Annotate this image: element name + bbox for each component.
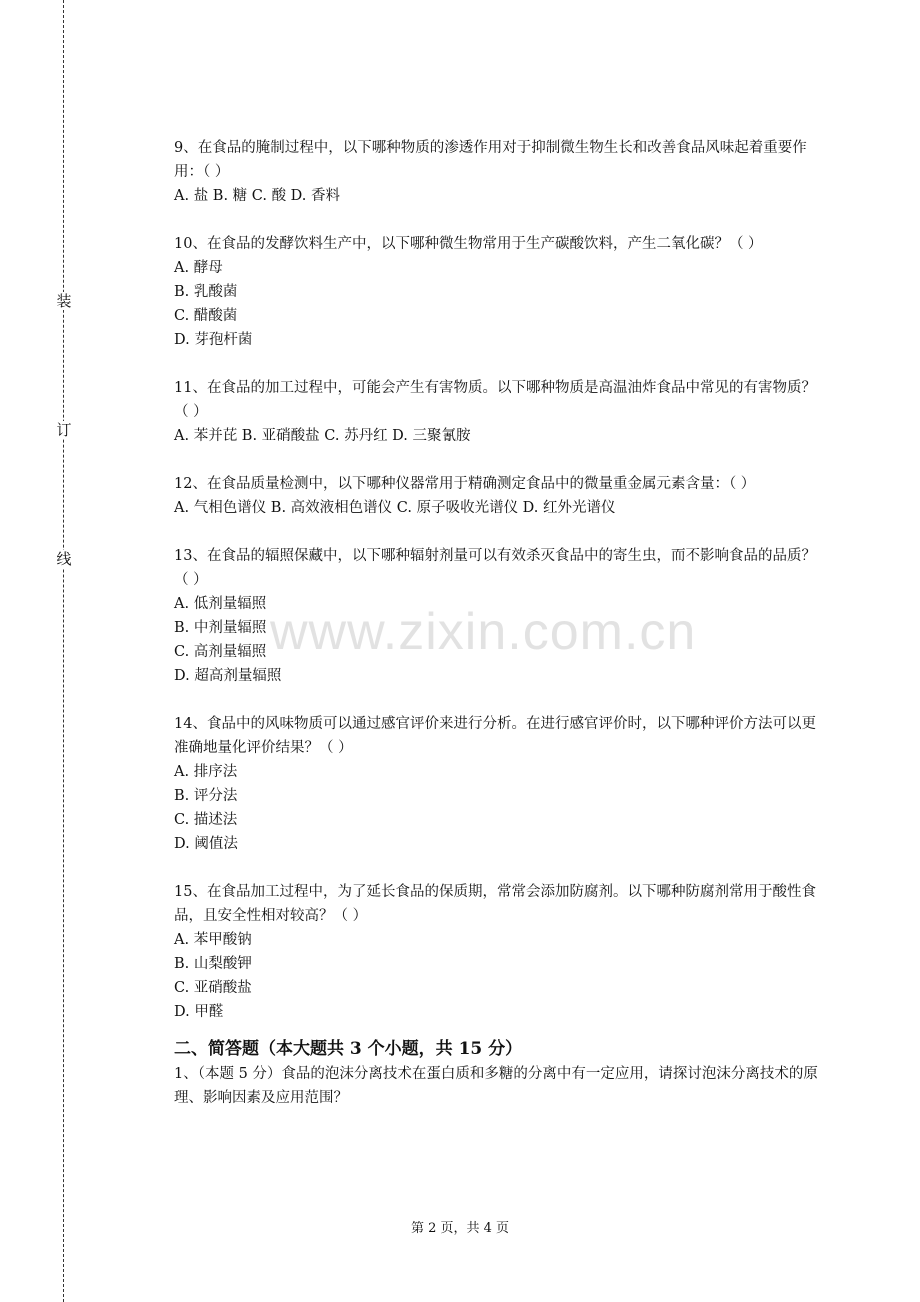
option-b: B. 中剂量辐照: [174, 620, 267, 636]
question-15: [174, 880, 820, 1024]
option-b: B. 山梨酸钾: [174, 956, 252, 972]
option-a: A. 排序法: [174, 764, 238, 780]
question-stem: 10、在食品的发酵饮料生产中，以下哪种微生物常用于生产碳酸饮料，产生二氧化碳？（ ）: [174, 236, 763, 252]
question-stem: 15、在食品加工过程中，为了延长食品的保质期，常常会添加防腐剂。以下哪种防腐剂常用于酸性食品，且安全性相对较高？（ ）: [174, 884, 816, 924]
question-14: [174, 712, 820, 856]
short-answer-question-1: 1、（本题 5 分）食品的泡沫分离技术在蛋白质和多糖的分离中有一定应用，请探讨泡沫分离技术的原理、影响因素及应用范围？: [174, 1066, 818, 1106]
section-title-short-answer: 二、简答题（本大题共 3 个小题，共 15 分）: [174, 1039, 523, 1059]
option-d: D. 芽孢杆菌: [174, 332, 253, 348]
option-b: B. 乳酸菌: [174, 284, 238, 300]
option-d: D. 甲醛: [174, 1004, 224, 1020]
question-options: A. 苯并芘 B. 亚硝酸盐 C. 苏丹红 D. 三聚氰胺: [174, 428, 471, 444]
binding-char-xian: 线: [56, 550, 72, 568]
binding-dashed-line: [63, 0, 64, 1302]
question-stem: 14、食品中的风味物质可以通过感官评价来进行分析。在进行感官评价时，以下哪种评价方法可以更准确地量化评价结果？（ ）: [174, 716, 816, 756]
question-stem: 12、在食品质量检测中，以下哪种仪器常用于精确测定食品中的微量重金属元素含量：（ ）: [174, 476, 756, 492]
option-b: B. 评分法: [174, 788, 238, 804]
question-9: [174, 136, 820, 208]
page-footer: 第 2 页，共 4 页: [410, 1221, 510, 1236]
option-c: C. 亚硝酸盐: [174, 980, 252, 996]
question-13: [174, 544, 820, 688]
question-stem: 11、在食品的加工过程中，可能会产生有害物质。以下哪种物质是高温油炸食品中常见的有害物质？（ ）: [174, 380, 816, 420]
exam-content: [174, 136, 820, 1110]
binding-char-zhuang: 装: [56, 292, 72, 310]
question-11: [174, 376, 820, 448]
watermark-text: www.zixin.com.cn: [270, 603, 697, 661]
option-a: A. 酵母: [174, 260, 223, 276]
option-a: A. 苯甲酸钠: [174, 932, 252, 948]
question-stem: 13、在食品的辐照保藏中，以下哪种辐射剂量可以有效杀灭食品中的寄生虫，而不影响食品的品质？（ ）: [174, 548, 816, 588]
option-d: D. 超高剂量辐照: [174, 668, 282, 684]
binding-char-ding: 订: [56, 421, 72, 439]
option-d: D. 阈值法: [174, 836, 238, 852]
option-c: C. 醋酸菌: [174, 308, 238, 324]
question-stem: 9、在食品的腌制过程中，以下哪种物质的渗透作用对于抑制微生物生长和改善食品风味起着重要作用：（ ）: [174, 140, 807, 180]
option-a: A. 低剂量辐照: [174, 596, 267, 612]
question-options: A. 盐 B. 糖 C. 酸 D. 香料: [174, 188, 341, 204]
option-c: C. 高剂量辐照: [174, 644, 267, 660]
question-10: [174, 232, 820, 352]
option-c: C. 描述法: [174, 812, 238, 828]
question-options: A. 气相色谱仪 B. 高效液相色谱仪 C. 原子吸收光谱仪 D. 红外光谱仪: [174, 500, 616, 516]
question-12: [174, 472, 820, 520]
